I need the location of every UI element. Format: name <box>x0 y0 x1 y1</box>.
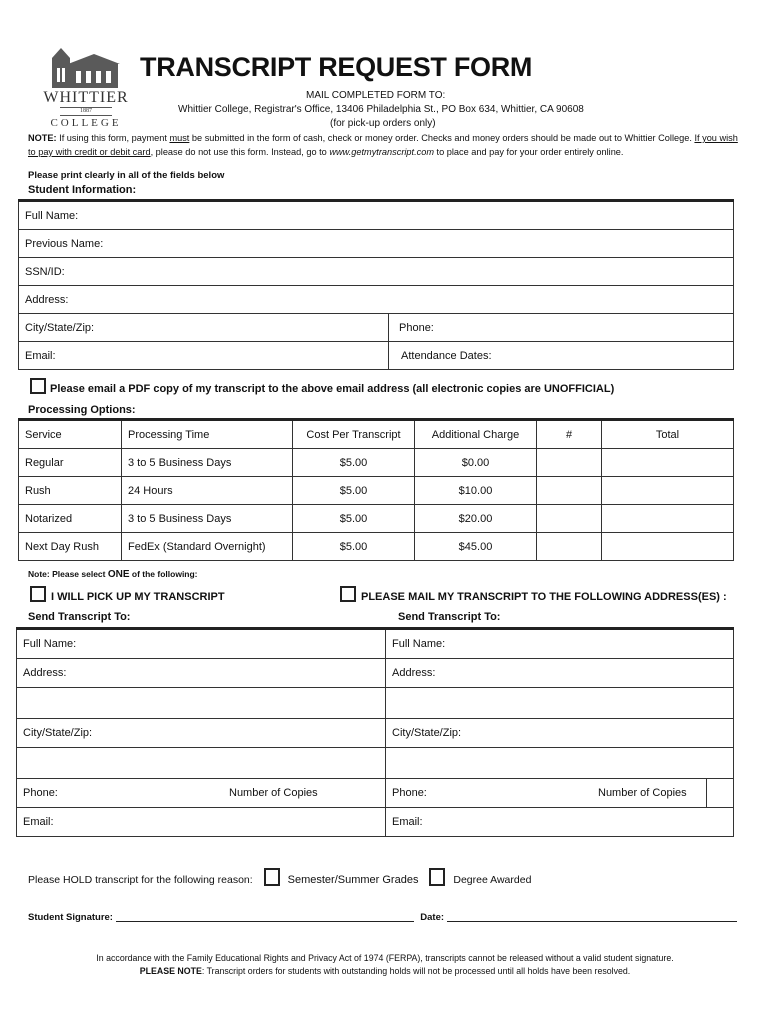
cost-cell: $5.00 <box>293 533 415 561</box>
note-text: be submitted in the form of cash, check or money order. Checks and money orders should be made out to Whittier College. <box>189 133 695 143</box>
hold-label: Please HOLD transcript for the following reason: <box>28 874 253 886</box>
mail-address: Whittier College, Registrar's Office, 13406 Philadelphia St., PO Box 634, Whittier, CA 90608 <box>178 104 584 115</box>
right-copies-input[interactable] <box>707 779 734 808</box>
header-cost: Cost Per Transcript <box>293 420 415 449</box>
mail-label: PLEASE MAIL MY TRANSCRIPT TO THE FOLLOWING ADDRESS(ES) : <box>361 591 727 603</box>
left-email-field[interactable]: Email: <box>17 808 386 837</box>
degree-awarded-checkbox[interactable] <box>429 868 445 886</box>
left-full-name-field[interactable]: Full Name: <box>17 629 386 659</box>
logo-wordmark <box>30 90 142 130</box>
send-to-heading-left: Send Transcript To: <box>28 611 131 623</box>
note-url[interactable]: www.getmytranscript.com <box>329 147 434 157</box>
semester-grades-checkbox[interactable] <box>264 868 280 886</box>
right-email-field[interactable]: Email: <box>386 808 734 837</box>
select-note-text: Note: Please select <box>28 569 108 579</box>
student-info-heading: Student Information: <box>28 184 137 196</box>
phone-field[interactable]: Phone: <box>389 314 734 342</box>
date-field[interactable] <box>447 920 737 922</box>
print-clearly-instruction: Please print clearly in all of the fields below <box>28 170 225 181</box>
right-city-state-zip-field[interactable]: City/State/Zip: <box>386 719 734 748</box>
previous-name-field[interactable]: Previous Name: <box>19 230 734 258</box>
left-address-field[interactable]: Address: <box>17 659 386 688</box>
right-blank-row[interactable] <box>386 748 734 779</box>
total-input[interactable] <box>602 449 734 477</box>
note-card: If you wish to pay with credit or debit card <box>28 133 738 157</box>
charge-cell: $20.00 <box>415 505 537 533</box>
count-input[interactable] <box>537 449 602 477</box>
email-field[interactable]: Email: <box>19 342 389 370</box>
header-additional-charge: Additional Charge <box>415 420 537 449</box>
time-cell: 24 Hours <box>122 477 293 505</box>
send-to-heading-right: Send Transcript To: <box>398 611 501 623</box>
mail-checkbox[interactable] <box>340 586 356 602</box>
table-header-row <box>19 420 734 449</box>
address-field[interactable]: Address: <box>19 286 734 314</box>
logo-institution: WHITTIER <box>43 89 129 106</box>
table-row <box>19 449 734 477</box>
full-name-field[interactable]: Full Name: <box>19 201 734 230</box>
pickup-option[interactable] <box>30 586 225 603</box>
right-address-field[interactable]: Address: <box>386 659 734 688</box>
table-row <box>19 505 734 533</box>
ferpa-statement: In accordance with the Family Educational Rights and Privacy Act of 1974 (FERPA), transcripts cannot be released without a valid student signature. <box>96 953 674 963</box>
service-cell: Regular <box>19 449 122 477</box>
table-row <box>19 533 734 561</box>
student-signature-field[interactable] <box>116 920 414 922</box>
table-row <box>19 477 734 505</box>
right-full-name-field[interactable]: Full Name: <box>386 629 734 659</box>
header-service: Service <box>19 420 122 449</box>
count-input[interactable] <box>537 505 602 533</box>
header-total: Total <box>602 420 734 449</box>
total-input[interactable] <box>602 533 734 561</box>
time-cell: FedEx (Standard Overnight) <box>122 533 293 561</box>
pdf-email-option[interactable] <box>30 378 614 395</box>
signature-line <box>28 912 737 923</box>
pdf-option-label: Please email a PDF copy of my transcript to the above email address (all electronic copies are UNOFFICIAL) <box>50 383 615 395</box>
pickup-label: I WILL PICK UP MY TRANSCRIPT <box>51 591 225 603</box>
semester-grades-label: Semester/Summer Grades <box>287 874 419 886</box>
logo-year: 1887 <box>60 107 112 116</box>
total-input[interactable] <box>602 477 734 505</box>
charge-cell: $10.00 <box>415 477 537 505</box>
charge-cell: $45.00 <box>415 533 537 561</box>
form-title: TRANSCRIPT REQUEST FORM <box>140 52 533 82</box>
payment-note <box>28 131 738 159</box>
left-city-state-zip-field[interactable]: City/State/Zip: <box>17 719 386 748</box>
charge-cell: $0.00 <box>415 449 537 477</box>
right-address-line2[interactable] <box>386 688 734 719</box>
cost-cell: $5.00 <box>293 477 415 505</box>
pdf-checkbox[interactable] <box>30 378 46 394</box>
select-one-note <box>28 569 198 580</box>
select-note-one: ONE <box>107 569 130 580</box>
cost-cell: $5.00 <box>293 449 415 477</box>
right-copies-label: Number of Copies <box>592 779 707 808</box>
note-must: must <box>169 133 190 143</box>
left-blank-row[interactable] <box>17 748 386 779</box>
degree-awarded-label: Degree Awarded <box>453 874 532 886</box>
time-cell: 3 to 5 Business Days <box>122 449 293 477</box>
mail-option[interactable] <box>340 586 727 603</box>
please-note-label: PLEASE NOTE <box>139 966 202 976</box>
total-input[interactable] <box>602 505 734 533</box>
left-copies-field[interactable]: Number of Copies <box>223 779 386 808</box>
processing-options-table <box>18 418 734 561</box>
note-text: to place and pay for your order entirely online. <box>434 147 624 157</box>
service-cell: Notarized <box>19 505 122 533</box>
cost-cell: $5.00 <box>293 505 415 533</box>
hold-reason-line <box>28 868 531 886</box>
attendance-dates-field[interactable]: Attendance Dates: <box>389 342 734 370</box>
left-address-line2[interactable] <box>17 688 386 719</box>
right-phone-field[interactable]: Phone: <box>386 779 593 808</box>
service-cell: Rush <box>19 477 122 505</box>
time-cell: 3 to 5 Business Days <box>122 505 293 533</box>
header-processing-time: Processing Time <box>122 420 293 449</box>
count-input[interactable] <box>537 477 602 505</box>
ssn-id-field[interactable]: SSN/ID: <box>19 258 734 286</box>
city-state-zip-field[interactable]: City/State/Zip: <box>19 314 389 342</box>
count-input[interactable] <box>537 533 602 561</box>
note-label: NOTE: <box>28 133 57 143</box>
holds-text: : Transcript orders for students with outstanding holds will not be processed until all holds have been resolved. <box>201 966 631 976</box>
mail-label: MAIL COMPLETED FORM TO: <box>306 90 446 101</box>
pickup-note: (for pick-up orders only) <box>330 118 436 129</box>
select-note-text: of the following: <box>129 569 198 579</box>
service-cell: Next Day Rush <box>19 533 122 561</box>
student-signature-label: Student Signature: <box>28 912 113 923</box>
holds-statement <box>0 965 770 978</box>
header-count: # <box>537 420 602 449</box>
logo-subtitle: COLLEGE <box>50 117 122 129</box>
date-label: Date: <box>420 912 445 923</box>
send-transcript-table <box>16 627 734 837</box>
note-text: , please do not use this form. Instead, go to <box>150 147 330 157</box>
note-text: If using this form, payment <box>56 133 170 143</box>
pickup-checkbox[interactable] <box>30 586 46 602</box>
processing-options-heading: Processing Options: <box>28 404 136 416</box>
left-phone-field[interactable]: Phone: <box>17 779 224 808</box>
ferpa-footer <box>0 952 770 978</box>
student-info-table <box>18 199 734 370</box>
